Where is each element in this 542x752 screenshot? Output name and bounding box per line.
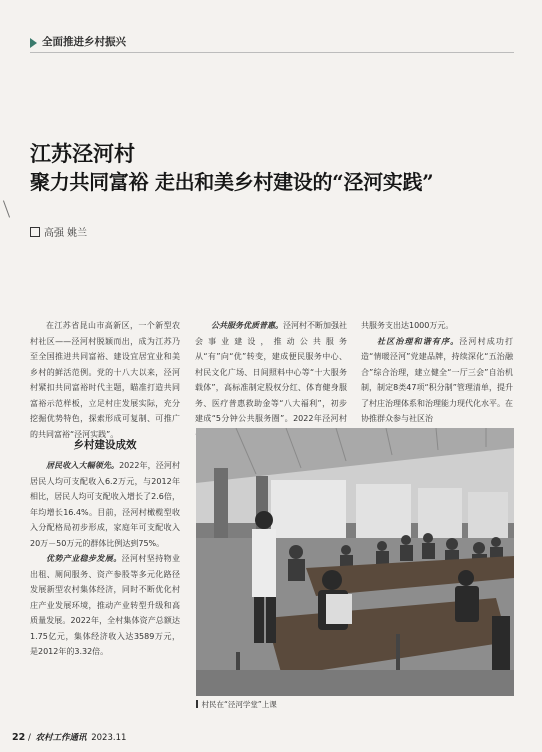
text-public-service: 泾河村不断加强社会事业建设，推动公共服务从“有”向“优”转变，建成便民服务中心、村民文化广场、日间照料中心等“十大服务载体”，高标准制定股权分红、体育健身服务、医疗普惠救助金等“八大福利”，初步建成“5分钟公共服务圈”。2022年泾河村 (195, 321, 347, 423)
page-number: 22 (12, 732, 26, 743)
subheading: 乡村建设成效 (73, 439, 137, 451)
magazine-name: 农村工作通讯 (35, 733, 87, 743)
column-1-body (30, 458, 180, 660)
caption-bar-icon (196, 700, 198, 708)
text-governance: 泾河村成功打造“情暖泾河”党建品牌，持续深化“五治融合”综合治理，建立健全“一厅三会”自治机制，制定8类47项“积分制”管理清单，提升了村庄治理体系和治理能力现代化水平。在协推群众参与社区治 (361, 336, 514, 423)
column-2 (195, 318, 347, 442)
header-divider (30, 52, 514, 53)
paragraph-income (30, 458, 180, 551)
text-income: 2022年，泾河村居民人均可支配收入6.2万元，与2012年相比，居民人均可支配收入增长了2.6倍，年均增长16.4%。目前，泾河村橄榄型收入分配格局初步形成，家庭年可支配收入20万－50万元的群体比例达到75%。 (30, 461, 181, 548)
section-header (30, 34, 126, 49)
column-1-intro (30, 318, 180, 442)
margin-mark (3, 200, 10, 217)
paragraph-public-service (195, 318, 347, 442)
title-line-1: 江苏泾河村 (30, 141, 135, 166)
text-industry: 泾河村坚持物业出租、厕间服务、资产参股等多元化路径发展新型农村集体经济，同时不断优化村庄产业发展环境，推动产业转型升级和高质量发展。2022年，全村集体资产总额达1.75亿元，集体经济收入达3589万元，是2012年的3.32倍。 (30, 554, 181, 656)
intro-paragraph: 在江苏省昆山市高新区，一个新型农村社区——泾河村脱颖而出，成为江苏乃至全国推进共同富裕、建设宜居宜业和美乡村的鲜活范例。党的十八大以来，泾河村紧扣共同富裕时代主题，瞄准打造共同富裕示范样板，立足村庄发展实际，充分挖掘优势特色，探索形成可复制、可推广的共同富裕“泾河实践”。 (30, 321, 180, 439)
section-label: 全面推进乡村振兴 (42, 36, 126, 48)
lead-income: 居民收入大幅领先。 (46, 461, 120, 470)
paragraph-governance (361, 334, 513, 427)
byline (30, 224, 87, 239)
byline-square-icon (30, 227, 40, 237)
column-3 (361, 318, 513, 427)
lead-industry: 优势产业稳步发展。 (46, 554, 122, 563)
paragraph-continued: 共服务支出达1000万元。 (361, 321, 454, 330)
lead-governance: 社区治理和谐有序。 (377, 336, 460, 346)
page-footer (12, 731, 126, 743)
section-marker-icon (30, 38, 37, 48)
authors: 高强 姚兰 (44, 228, 88, 239)
photo-caption (196, 699, 277, 710)
footer-slash: / (27, 733, 31, 743)
title-line-2: 聚力共同富裕 走出和美乡村建设的“泾河实践” (30, 170, 434, 194)
issue: 2023.11 (91, 733, 127, 743)
caption-text: 村民在“泾河学堂”上课 (201, 700, 277, 709)
classroom-photo (196, 428, 514, 696)
paragraph-industry (30, 551, 180, 660)
lead-public-service: 公共服务优质普惠。 (211, 321, 283, 330)
